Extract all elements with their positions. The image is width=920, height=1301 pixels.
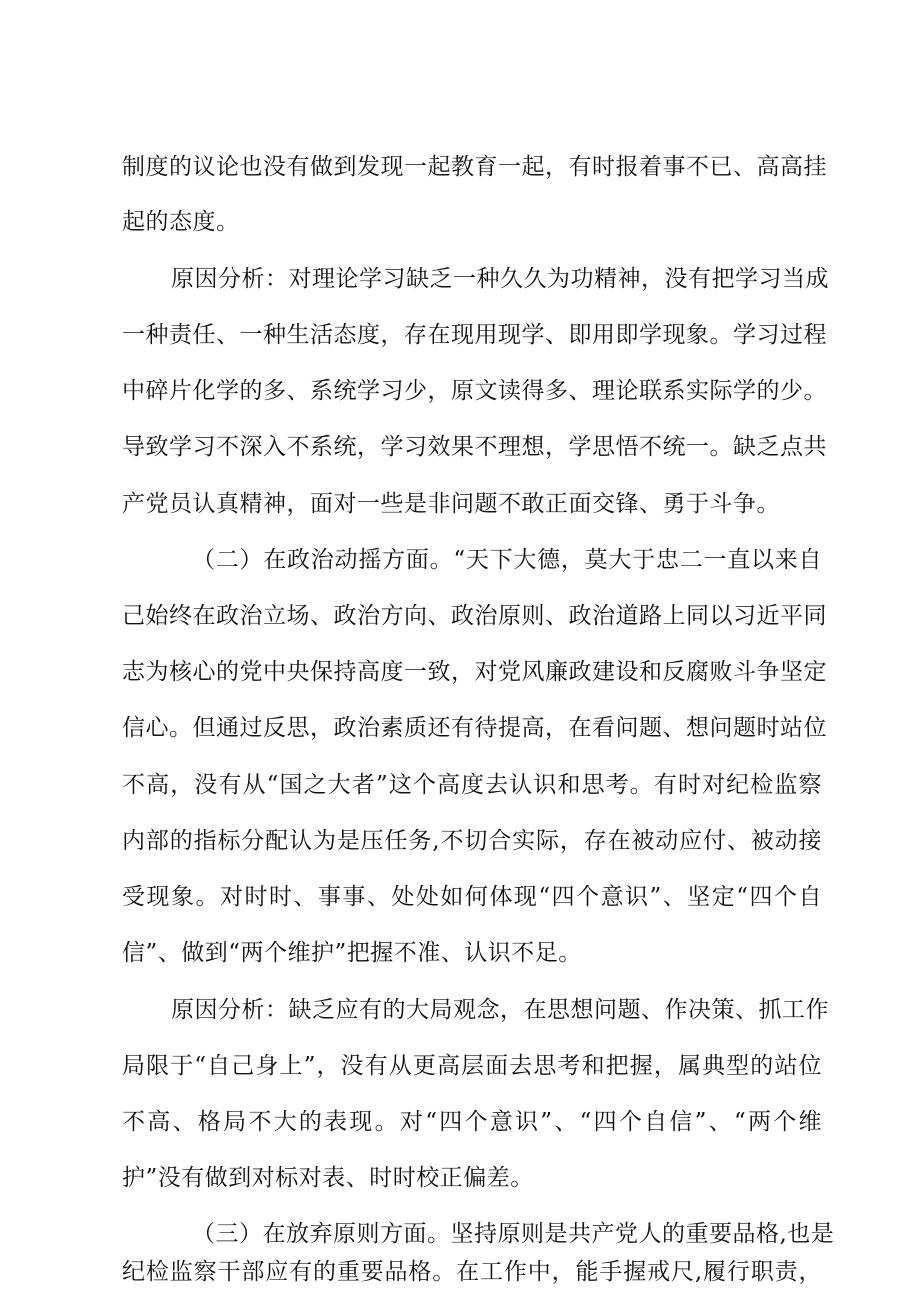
- text-line-21: 纪检监察干部应有的重要品格。在工作中，能手握戒尺,履行职责，: [122, 1259, 822, 1285]
- text-line-1: 制度的议论也没有做到发现一起教育一起，有时报着事不已、高高挂: [122, 154, 827, 180]
- text-line-6: 导致学习不深入不系统，学习效果不理想，学思悟不统一。缺乏点共: [122, 434, 827, 460]
- text-line-17: 局限于“自己身上”，没有从更高层面去思考和把握，属典型的站位: [122, 1053, 822, 1079]
- text-line-12: 不高，没有从“国之大者”这个高度去认识和思考。有时对纪检监察: [122, 772, 822, 798]
- text-line-8: （二）在政治动摇方面。“天下大德，莫大于忠二一直以来自: [192, 547, 822, 573]
- text-line-15: 信”、做到“两个维护”把握不准、认识不足。: [122, 940, 582, 966]
- text-line-9: 己始终在政治立场、政治方向、政治原则、政治道路上同以习近平同: [122, 603, 827, 629]
- text-line-5: 中碎片化学的多、系统学习少，原文读得多、理论联系实际学的少。: [122, 378, 827, 404]
- text-line-20: （三）在放弃原则方面。坚持原则是共产党人的重要品格,也是: [192, 1221, 835, 1247]
- text-line-19: 护”没有做到对标对表、时时校正偏差。: [122, 1165, 534, 1191]
- text-line-14: 受现象。对时时、事事、处处如何体现“四个意识”、坚定“四个自: [122, 884, 822, 910]
- text-line-10: 志为核心的党中央保持高度一致，对党风廉政建设和反腐败斗争坚定: [122, 659, 827, 685]
- text-line-18: 不高、格局不大的表现。对“四个意识”、“四个自信”、“两个维: [122, 1109, 822, 1135]
- text-line-7: 产党员认真精神，面对一些是非问题不敢正面交锋、勇于斗争。: [122, 491, 780, 517]
- text-line-2: 起的态度。: [122, 209, 240, 235]
- text-line-4: 一种责任、一种生活态度，存在现用现学、即用即学现象。学习过程: [122, 322, 827, 348]
- text-line-16: 原因分析：缺乏应有的大局观念，在思想问题、作决策、抓工作: [171, 997, 829, 1023]
- text-line-3: 原因分析：对理论学习缺乏一种久久为功精神，没有把学习当成: [171, 266, 829, 292]
- text-line-11: 信心。但通过反思，政治素质还有待提高，在看问题、想问题时站位: [122, 715, 827, 741]
- text-line-13: 内部的指标分配认为是压任务,不切合实际，存在被动应付、被动接: [122, 828, 822, 854]
